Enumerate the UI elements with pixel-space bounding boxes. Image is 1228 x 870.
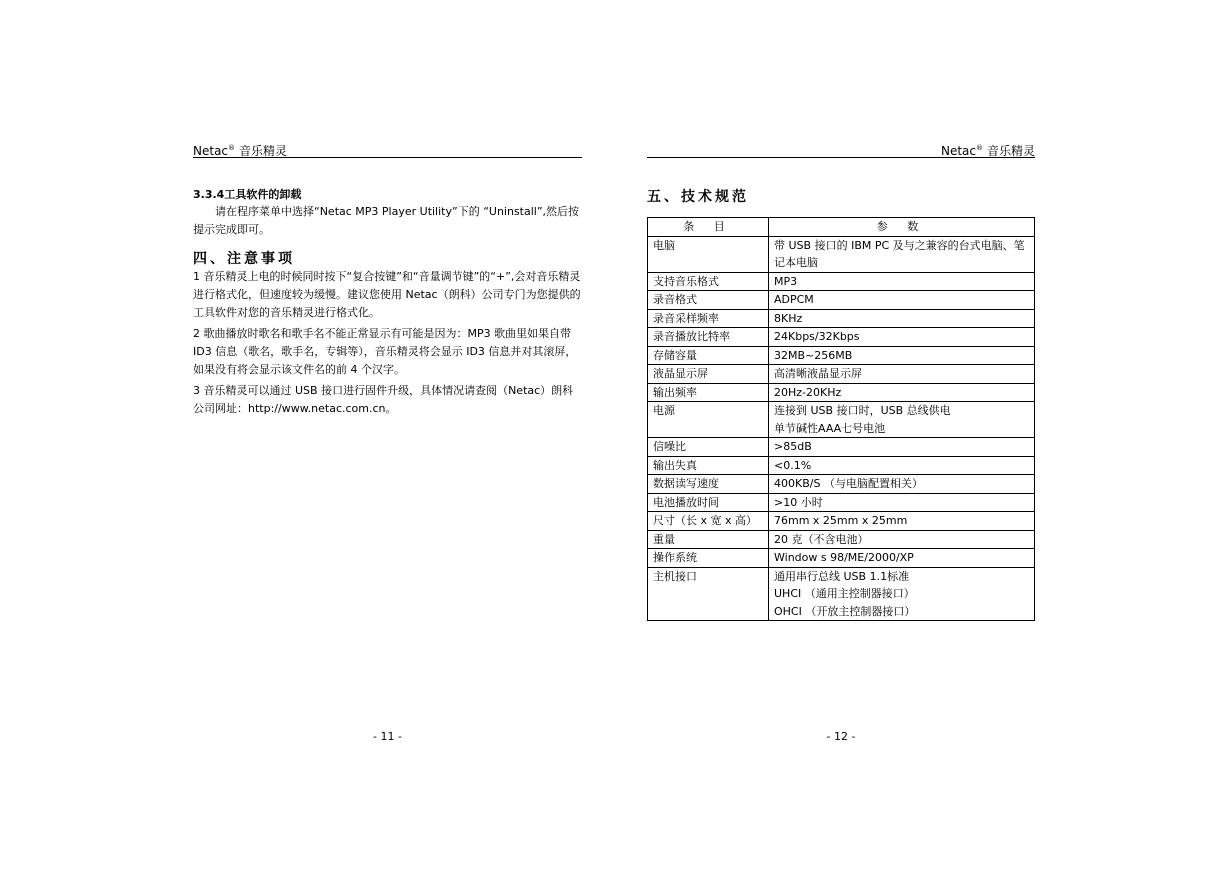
spec-value-cell	[769, 272, 1035, 291]
table-row	[648, 402, 1035, 438]
spec-value-line: 20 克（不含电池）	[774, 532, 869, 546]
table-row	[648, 346, 1035, 365]
page-number: - 12 -	[826, 730, 856, 743]
spec-value-line: MP3	[774, 274, 798, 288]
spec-value-cell	[769, 493, 1035, 512]
left-page	[193, 0, 582, 870]
spec-value-line: Window s 98/ME/2000/XP	[774, 551, 914, 564]
spec-item-cell: 录音采样频率	[648, 309, 769, 328]
header-title: 音乐精灵	[986, 144, 1035, 158]
note-2: 2 歌曲播放时歌名和歌手名不能正常显示有可能是因为：MP3 歌曲里如果自带 ID3 信息（歌名，歌手名，专辑等），音乐精灵将会显示 ID3 信息并对其滚屏，如果没有将会显示该文件名的前 4 个汉字。	[193, 327, 577, 376]
spec-value-cell	[769, 236, 1035, 272]
spec-item-cell: 电脑	[648, 236, 769, 272]
table-row	[648, 309, 1035, 328]
table-row	[648, 365, 1035, 384]
spec-value-line: 通用串行总线 USB 1.1标准	[774, 569, 910, 583]
spec-value-cell	[769, 549, 1035, 568]
table-row	[648, 438, 1035, 457]
spec-item-cell: 尺寸（长 x 宽 x 高）	[648, 512, 769, 531]
table-row	[648, 383, 1035, 402]
spec-item-cell: 液晶显示屏	[648, 365, 769, 384]
spec-value-line: 连接到 USB 接口时，USB 总线供电	[774, 404, 951, 417]
spec-item-cell: 存储容量	[648, 346, 769, 365]
table-row	[648, 549, 1035, 568]
spec-item-cell: 录音播放比特率	[648, 328, 769, 347]
spec-value-cell	[769, 475, 1035, 494]
spec-item-cell: 支持音乐格式	[648, 272, 769, 291]
spec-value-cell	[769, 346, 1035, 365]
uninstall-paragraph: 请在程序菜单中选择“Netac MP3 Player Utility”下的 “Uninstall”,然后按提示完成即可。	[193, 205, 580, 236]
table-row	[648, 475, 1035, 494]
spec-value-cell	[769, 365, 1035, 384]
page-header	[647, 140, 1035, 158]
spec-value-line: 带 USB 接口的 IBM PC 及与之兼容的台式电脑、笔记本电脑	[774, 238, 1025, 269]
table-row	[648, 236, 1035, 272]
table-row	[648, 272, 1035, 291]
note-3: 3 音乐精灵可以通过 USB 接口进行固件升级，具体情况请查阅（Netac）朗科公司网址：http://www.netac.com.cn。	[193, 384, 574, 415]
spec-value-line: 20Hz-20KHz	[774, 385, 842, 399]
spec-value-cell	[769, 402, 1035, 438]
notes-heading: 四、注意事项	[193, 251, 295, 267]
spec-value-cell	[769, 328, 1035, 347]
spec-item-cell: 电池播放时间	[648, 493, 769, 512]
header-title: 音乐精灵	[239, 144, 288, 158]
registered-mark: ®	[975, 144, 983, 152]
spec-table-body	[648, 236, 1035, 621]
table-row	[648, 567, 1035, 621]
spec-value-line: 400KB/S （与电脑配置相关）	[774, 477, 923, 490]
spec-value-line: <0.1%	[774, 458, 812, 472]
table-row	[648, 328, 1035, 347]
spec-item-cell: 电源	[648, 402, 769, 438]
spec-value-line: 高清晰液晶显示屏	[774, 367, 862, 380]
spec-heading: 五、技术规范	[647, 189, 749, 205]
section-title: 3.3.4工具软件的卸载	[193, 188, 302, 201]
table-row	[648, 456, 1035, 475]
spec-item-cell: 数据读写速度	[648, 475, 769, 494]
spec-value-line: ADPCM	[774, 293, 814, 306]
spec-value-cell	[769, 291, 1035, 310]
spec-value-line: UHCI （通用主控制器接口）	[774, 587, 915, 600]
spec-value-line: 8KHz	[774, 311, 803, 325]
note-1: 1 音乐精灵上电的时候同时按下“复合按键”和“音量调节键”的“+”,会对音乐精灵进行格式化，但速度较为缓慢。建议您使用 Netac（朗科）公司专门为您提供的工具软件对您的音乐精灵进行格式化。	[193, 270, 581, 319]
table-row	[648, 530, 1035, 549]
registered-mark: ®	[228, 144, 236, 152]
page-header	[193, 140, 582, 158]
spec-value-cell	[769, 438, 1035, 457]
spec-item-cell: 信噪比	[648, 438, 769, 457]
col-item-header: 条 目	[648, 218, 769, 237]
spec-value-line: 单节碱性AAA七号电池	[774, 421, 886, 435]
table-row	[648, 512, 1035, 531]
spec-item-cell: 输出频率	[648, 383, 769, 402]
spec-item-cell: 输出失真	[648, 456, 769, 475]
header-brand: Netac	[940, 144, 976, 158]
col-param-header: 参 数	[769, 218, 1035, 237]
spec-value-cell	[769, 512, 1035, 531]
spec-value-cell	[769, 456, 1035, 475]
spec-item-cell: 重量	[648, 530, 769, 549]
table-row	[648, 291, 1035, 310]
spec-item-cell: 主机接口	[648, 567, 769, 621]
page-number: - 11 -	[373, 730, 402, 743]
spec-value-line: 32MB~256MB	[774, 348, 853, 362]
spec-value-cell	[769, 567, 1035, 621]
spec-value-line: >10 小时	[774, 495, 823, 509]
spec-value-cell	[769, 309, 1035, 328]
spec-value-line: 24Kbps/32Kbps	[774, 330, 860, 343]
spec-value-cell	[769, 383, 1035, 402]
right-page	[647, 0, 1035, 870]
spec-item-cell: 录音格式	[648, 291, 769, 310]
spec-value-line: >85dB	[774, 440, 812, 453]
spec-value-line: OHCI （开放主控制器接口）	[774, 604, 916, 618]
spec-value-cell	[769, 530, 1035, 549]
spec-value-line: 76mm x 25mm x 25mm	[774, 514, 908, 527]
table-header-row	[648, 218, 1035, 237]
header-brand: Netac	[193, 144, 229, 158]
spec-item-cell: 操作系统	[648, 549, 769, 568]
table-row	[648, 493, 1035, 512]
spec-table	[647, 217, 1035, 621]
